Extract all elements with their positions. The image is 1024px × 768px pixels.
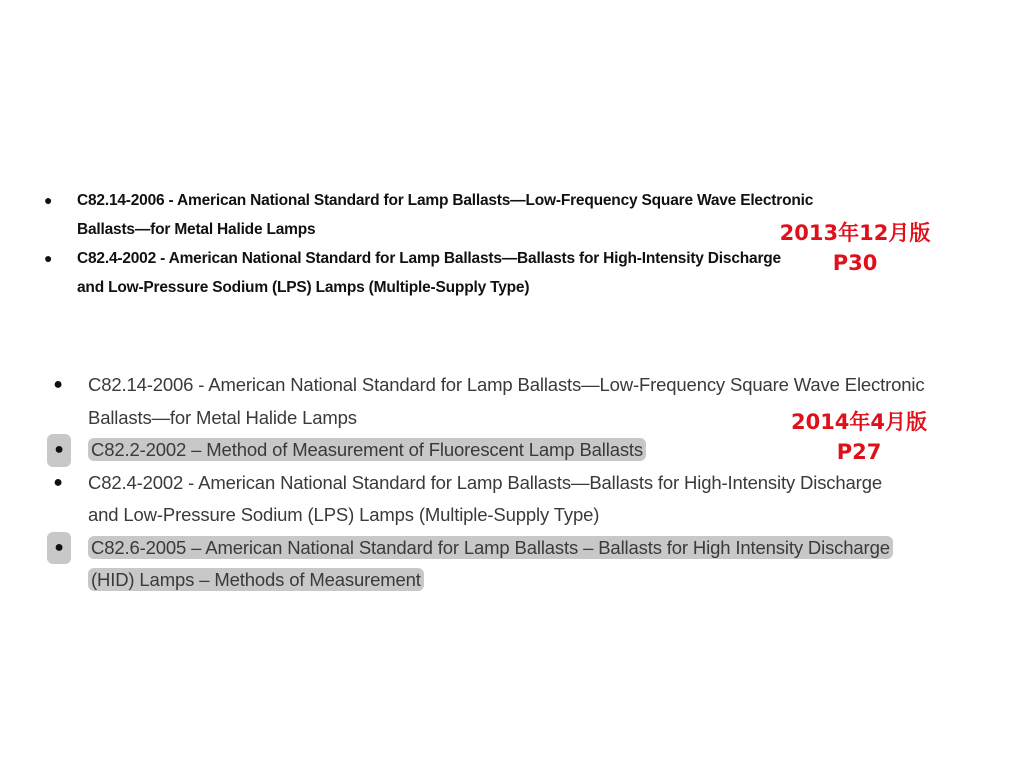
standards-list-2014 <box>48 369 928 597</box>
list-item-text: C82.4-2002 - American National Standard for Lamp Ballasts—Ballasts for High-Intensity Discharge and Low-Pressure Sodium (LPS) Lamps (Multiple-Supply Type) <box>88 471 882 525</box>
edition-label-2014 <box>774 407 944 467</box>
list-item-text: C82.6-2005 – American National Standard for Lamp Ballasts – Ballasts for High Intensity Discharge (HID) Lamps – Methods of Measurement <box>88 536 893 592</box>
standards-list-2013 <box>40 186 814 302</box>
bullet-list <box>48 369 928 597</box>
bullet-icon: ● <box>47 532 71 565</box>
bullet-icon: ● <box>44 192 53 208</box>
list-item <box>40 186 839 244</box>
bullet-icon: ● <box>53 473 63 491</box>
bullet-icon: ● <box>47 434 71 467</box>
edition-label-2013 <box>770 218 940 278</box>
page-number: P30 <box>832 251 878 275</box>
list-item <box>40 244 812 302</box>
page-number: P27 <box>836 440 882 464</box>
list-item <box>48 467 894 532</box>
bullet-list <box>40 186 814 302</box>
edition-date: 2014年4月版 <box>790 410 928 434</box>
list-item-highlighted <box>48 532 926 597</box>
list-item-text: C82.14-2006 - American National Standard for Lamp Ballasts—Low-Frequency Square Wave Electronic Ballasts—for Metal Halide Lamps <box>77 192 814 238</box>
edition-date: 2013年12月版 <box>779 221 931 245</box>
bullet-icon: ● <box>53 376 63 393</box>
list-item-text: C82.2-2002 – Method of Measurement of Fluorescent Lamp Ballasts <box>88 438 646 461</box>
bullet-icon: ● <box>44 250 53 266</box>
list-item-text: C82.4-2002 - American National Standard for Lamp Ballasts—Ballasts for High-Intensity Discharge and Low-Pressure Sodium (LPS) Lamps (Multiple-Supply Type) <box>77 250 781 296</box>
list-item-text: C82.14-2006 - American National Standard for Lamp Ballasts—Low-Frequency Square Wave Electronic Ballasts—for Metal Halide Lamps <box>88 374 925 428</box>
